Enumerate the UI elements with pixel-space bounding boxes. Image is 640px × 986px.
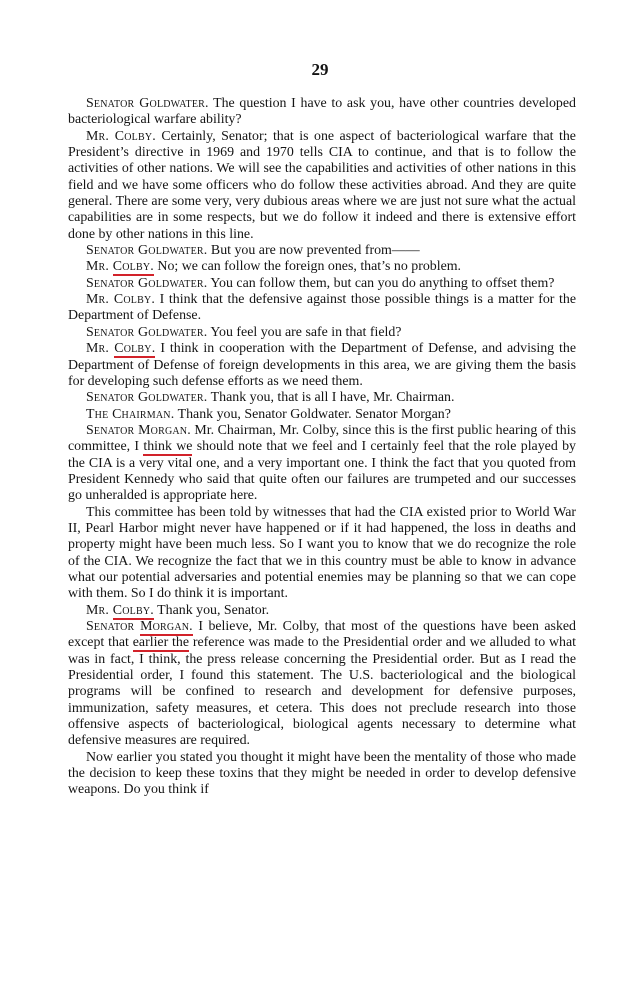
speaker-name: Senator Goldwater. bbox=[86, 324, 208, 340]
speaker-name: Mr. Colby. bbox=[86, 341, 156, 357]
paragraph-text: I think in cooperation with the Department of Defense, and advising the Department of Defense of foreign developments in this area, we are giving them the basis for developing such defense efforts as we need them. bbox=[68, 341, 576, 389]
transcript-paragraph bbox=[68, 96, 576, 129]
speaker-name: The Chairman. bbox=[86, 406, 175, 422]
transcript-paragraph bbox=[68, 603, 576, 619]
transcript-paragraph bbox=[68, 341, 576, 390]
paragraph-text: This committee has been told by witnesses that had the CIA existed prior to World War II, Pearl Harbor might never have happened or if it had happened, the loss in deaths and property might have been much less. So I want you to know that we do recognize the role of the CIA. We recognize the fact that we in this country must be able to know in advance what our potential adversaries and potential enemies may be planning so that we can cope with them. So I do think it is important. bbox=[68, 504, 576, 602]
transcript-paragraph bbox=[68, 619, 576, 750]
paragraph-text: No; we can follow the foreign ones, that’s no problem. bbox=[153, 259, 462, 275]
speaker-name: Senator Goldwater. bbox=[86, 275, 208, 291]
speaker-name: Mr. Colby. bbox=[86, 259, 154, 275]
speaker-name: Senator Morgan. bbox=[86, 619, 193, 634]
red-underline-mark: Morgan. bbox=[140, 619, 193, 634]
transcript-paragraph bbox=[68, 276, 576, 292]
red-underline-mark: earlier the bbox=[132, 635, 190, 651]
paragraph-text: Thank you, Senator. bbox=[153, 602, 270, 618]
red-underline-mark: Colby. bbox=[112, 259, 154, 275]
page-number: 29 bbox=[311, 60, 329, 79]
transcript-paragraph bbox=[68, 750, 576, 799]
red-underline-mark: Colby. bbox=[112, 602, 154, 618]
speaker-name: Mr. Colby. bbox=[86, 128, 156, 144]
paragraph-text: I think that the defensive against those possible things is a matter for the Department of Defense. bbox=[68, 292, 576, 324]
red-underline-mark: Colby. bbox=[114, 341, 156, 357]
speaker-name: Senator Morgan. bbox=[86, 422, 191, 438]
paragraph-text: You can follow them, but can you do anything to offset them? bbox=[207, 275, 555, 291]
transcript-paragraph bbox=[68, 129, 576, 243]
red-underline-mark: think we bbox=[143, 439, 193, 455]
paragraph-text: Mr. Chairman, Mr. Colby, since this is the first public hearing of this committee, I think we should note that we feel and I certainly feel that the role played by the CIA is a very vital one, and a very important one. I think the fact that you quoted from President Kennedy who said that quite often our failures are trumpeted and our successes go unheralded is appropriate here. bbox=[68, 422, 576, 504]
speaker-name: Senator Goldwater. bbox=[86, 243, 208, 259]
paragraph-text: Now earlier you stated you thought it might have been the mentality of those who made the decision to keep these toxins that they might be needed in order to develop defensive weapons. Do you think if bbox=[68, 749, 576, 798]
paragraph-text: The question I have to ask you, have other countries developed bacteriological warfare ability? bbox=[68, 96, 576, 128]
speaker-name: Senator Goldwater. bbox=[86, 390, 208, 406]
paragraph-text: I believe, Mr. Colby, that most of the questions have been asked except that earlier the reference was made to the Presidential order and we alluded to what was in fact, I think, the press release concerning the Presidential order. But as I read the Presidential order, I found this statement. The U.S. bacteriological and the biological programs will be confined to research and development for defensive purposes, immunization, safety measures, et cetera. This does not preclude research into those offensive aspects of bacteriological, biological agents necessary to determine what defensive measures are required. bbox=[68, 619, 576, 749]
transcript-paragraph bbox=[68, 243, 576, 259]
transcript-paragraph bbox=[68, 407, 576, 423]
paragraph-text: But you are now prevented from—— bbox=[207, 243, 420, 259]
paragraph-text: Thank you, Senator Goldwater. Senator Morgan? bbox=[174, 406, 451, 422]
transcript-paragraph bbox=[68, 505, 576, 603]
transcript-paragraph bbox=[68, 292, 576, 325]
paragraph-text: You feel you are safe in that field? bbox=[207, 324, 402, 340]
speaker-name: Senator Goldwater. bbox=[86, 96, 209, 111]
transcript-body bbox=[68, 96, 576, 799]
transcript-paragraph bbox=[68, 423, 576, 505]
speaker-name: Mr. Colby. bbox=[86, 292, 156, 308]
transcript-paragraph bbox=[68, 259, 576, 275]
transcript-paragraph bbox=[68, 325, 576, 341]
speaker-name: Mr. Colby. bbox=[86, 602, 154, 618]
paragraph-text: Certainly, Senator; that is one aspect of bacteriological warfare that the President’s directive in 1969 and 1970 tells CIA to continue, and that is to follow the activities of other nations. We will see the capabilities and activities of other nations in this field and we have some officers who do follow these activities abroad. And they are quite general. There are some very, very dubious areas where we are just not sure what the actual capabilities are in some respects, but we do follow it indeed and there is extensive effort done by other nations in this line. bbox=[68, 128, 576, 242]
transcript-paragraph bbox=[68, 390, 576, 406]
paragraph-text: Thank you, that is all I have, Mr. Chairman. bbox=[207, 390, 455, 406]
